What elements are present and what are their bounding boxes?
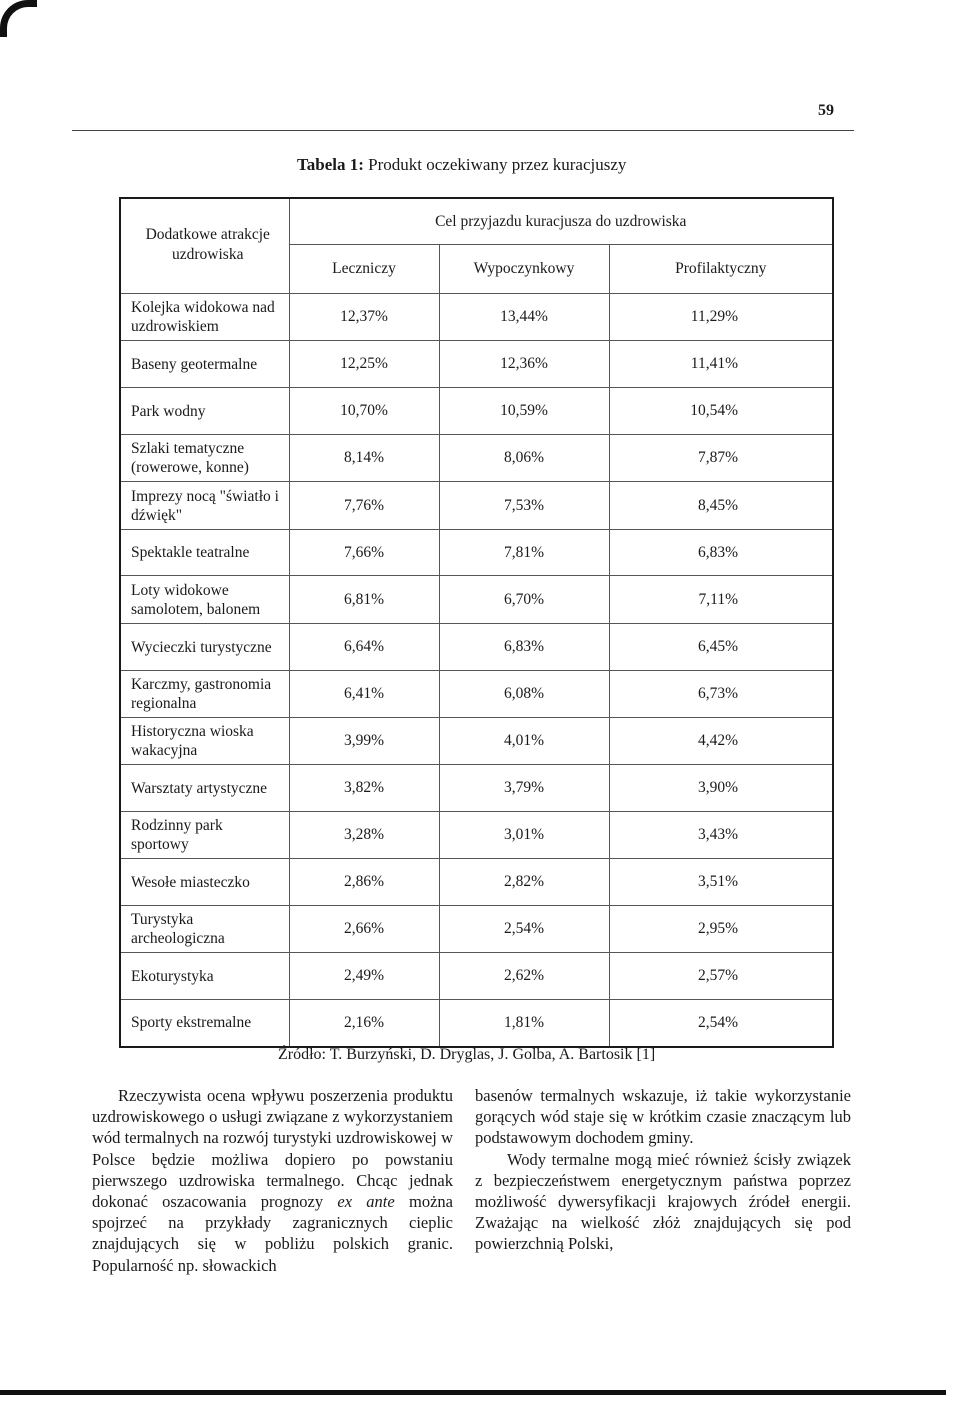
body-paragraph xyxy=(92,1085,453,1276)
table-cell-value: 11,41% xyxy=(609,341,833,388)
table-cell-value: 2,57% xyxy=(609,953,833,1000)
table-cell-value: 3,51% xyxy=(609,859,833,906)
table-cell-value: 11,29% xyxy=(609,294,833,341)
table-cell-value: 2,54% xyxy=(439,906,609,953)
table-cell-value: 3,82% xyxy=(289,765,439,812)
table-cell-value: 6,45% xyxy=(609,624,833,671)
table-row xyxy=(120,530,833,576)
table-cell-value: 10,54% xyxy=(609,388,833,435)
table-cell-value: 7,53% xyxy=(439,482,609,530)
table-cell-value: 3,79% xyxy=(439,765,609,812)
row-label: Ekoturystyka xyxy=(120,953,289,1000)
row-label: Warsztaty artystyczne xyxy=(120,765,289,812)
row-label: Karczmy, gastronomia regionalna xyxy=(120,671,289,718)
header-rule xyxy=(72,130,854,131)
table-cell-value: 6,81% xyxy=(289,576,439,624)
table-cell-value: 2,54% xyxy=(609,1000,833,1047)
table-row xyxy=(120,953,833,1000)
column-header-leczniczy: Leczniczy xyxy=(289,245,439,294)
table-cell-value: 2,66% xyxy=(289,906,439,953)
table-corner-header: Dodatkowe atrakcje uzdrowiska xyxy=(120,198,289,294)
table-cell-value: 3,28% xyxy=(289,812,439,859)
data-table xyxy=(119,197,834,1048)
table-cell-value: 12,36% xyxy=(439,341,609,388)
body-text-part: można spojrzeć na przykłady zagranicznych cieplic znajdujących się w pobliżu polskich granic. Popularność np. słowackich xyxy=(92,1192,453,1275)
page-number: 59 xyxy=(818,102,834,119)
table-row xyxy=(120,341,833,388)
table-cell-value: 2,86% xyxy=(289,859,439,906)
table-caption-text: Produkt oczekiwany przez kuracjuszy xyxy=(363,155,627,174)
table-cell-value: 7,76% xyxy=(289,482,439,530)
table-cell-value: 6,70% xyxy=(439,576,609,624)
table-cell-value: 13,44% xyxy=(439,294,609,341)
table-cell-value: 12,37% xyxy=(289,294,439,341)
table-cell-value: 10,70% xyxy=(289,388,439,435)
body-column-left xyxy=(92,1085,453,1276)
table-cell-value: 4,42% xyxy=(609,718,833,765)
body-paragraph: Wody termalne mogą mieć również ścisły związek z bezpieczeństwem energetycznym państwa poprzez możliwość dywersyfikacji krajowych źródeł energii. Zważając na wielkość złóż znajdujących się pod powierzchnią Polski, xyxy=(475,1149,851,1254)
table-cell-value: 3,99% xyxy=(289,718,439,765)
row-label: Spektakle teatralne xyxy=(120,530,289,576)
table-cell-value: 2,82% xyxy=(439,859,609,906)
row-label: Szlaki tematyczne (rowerowe, konne) xyxy=(120,435,289,482)
table-cell-value: 2,16% xyxy=(289,1000,439,1047)
row-label: Sporty ekstremalne xyxy=(120,1000,289,1047)
table-source: Źródło: T. Burzyński, D. Dryglas, J. Golba, A. Bartosik [1] xyxy=(278,1046,656,1063)
row-label: Baseny geotermalne xyxy=(120,341,289,388)
row-label: Turystyka archeologiczna xyxy=(120,906,289,953)
table-cell-value: 3,90% xyxy=(609,765,833,812)
table-row xyxy=(120,576,833,624)
body-column-right xyxy=(475,1085,851,1255)
row-label: Rodzinny park sportowy xyxy=(120,812,289,859)
row-label: Wesołe miasteczko xyxy=(120,859,289,906)
scan-corner-mark xyxy=(0,0,37,37)
table-cell-value: 7,11% xyxy=(609,576,833,624)
table-cell-value: 6,73% xyxy=(609,671,833,718)
table-cell-value: 6,08% xyxy=(439,671,609,718)
table-row xyxy=(120,812,833,859)
row-label: Park wodny xyxy=(120,388,289,435)
body-paragraph: basenów termalnych wskazuje, iż takie wykorzystanie gorących wód staje się w krótkim czasie znaczącym lub podstawowym dochodem gminy. xyxy=(475,1086,851,1148)
table-row xyxy=(120,906,833,953)
column-header-wypoczynkowy: Wypoczynkowy xyxy=(439,245,609,294)
table-group-header: Cel przyjazdu kuracjusza do uzdrowiska xyxy=(289,198,833,245)
table-row xyxy=(120,624,833,671)
table-cell-value: 6,41% xyxy=(289,671,439,718)
table-row xyxy=(120,718,833,765)
table-cell-value: 6,83% xyxy=(609,530,833,576)
row-label: Historyczna wioska wakacyjna xyxy=(120,718,289,765)
table-row xyxy=(120,671,833,718)
table-cell-value: 2,49% xyxy=(289,953,439,1000)
table-caption-label: Tabela 1: xyxy=(297,155,364,174)
table-cell-value: 8,45% xyxy=(609,482,833,530)
table-cell-value: 12,25% xyxy=(289,341,439,388)
table-cell-value: 2,62% xyxy=(439,953,609,1000)
row-label: Wycieczki turystyczne xyxy=(120,624,289,671)
table-cell-value: 7,87% xyxy=(609,435,833,482)
table-cell-value: 2,95% xyxy=(609,906,833,953)
scan-bottom-edge xyxy=(0,1390,946,1395)
column-header-profilaktyczny: Profilaktyczny xyxy=(609,245,833,294)
row-label: Imprezy nocą "światło i dźwięk" xyxy=(120,482,289,530)
table-row xyxy=(120,482,833,530)
table-cell-value: 3,01% xyxy=(439,812,609,859)
body-text-emphasis: ex ante xyxy=(337,1192,395,1212)
table-caption xyxy=(297,155,626,175)
table-cell-value: 10,59% xyxy=(439,388,609,435)
table-cell-value: 1,81% xyxy=(439,1000,609,1047)
table-cell-value: 7,66% xyxy=(289,530,439,576)
table-cell-value: 8,06% xyxy=(439,435,609,482)
table-row xyxy=(120,1000,833,1047)
row-label: Loty widokowe samolotem, balonem xyxy=(120,576,289,624)
table-cell-value: 6,83% xyxy=(439,624,609,671)
table-row xyxy=(120,859,833,906)
table-header-row xyxy=(120,198,833,245)
body-text-part: Rzeczywista ocena wpływu poszerzenia produktu uzdrowiskowego o usługi związane z wykorzystaniem wód termalnych na rozwój turystyki uzdrowiskowej w Polsce będzie możliwa dopiero po powstaniu pierwszego uzdrowiska termalnego. Chcąc jednak dokonać oszacowania prognozy xyxy=(92,1086,453,1212)
row-label: Kolejka widokowa nad uzdrowiskiem xyxy=(120,294,289,341)
table-row xyxy=(120,294,833,341)
table-cell-value: 6,64% xyxy=(289,624,439,671)
table-row xyxy=(120,435,833,482)
table-row xyxy=(120,765,833,812)
table-cell-value: 8,14% xyxy=(289,435,439,482)
table-cell-value: 7,81% xyxy=(439,530,609,576)
table-cell-value: 3,43% xyxy=(609,812,833,859)
table-row xyxy=(120,388,833,435)
table-cell-value: 4,01% xyxy=(439,718,609,765)
